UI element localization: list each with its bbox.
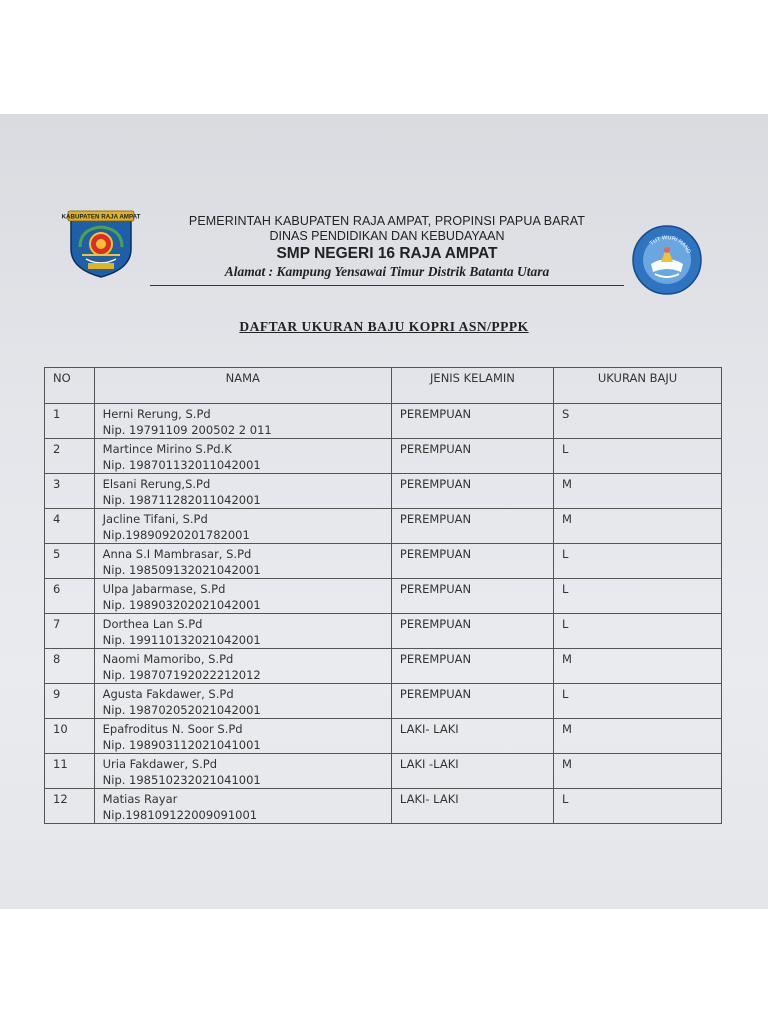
row-number-value: 4 <box>53 512 61 526</box>
gender-cell <box>391 439 553 474</box>
employee-nip: Nip. 198510232021041001 <box>102 773 261 787</box>
size-cell-value: L <box>562 617 569 631</box>
row-number-value: 2 <box>53 442 61 456</box>
size-cell-value: M <box>562 652 572 666</box>
department-line: DINAS PENDIDIKAN DAN KEBUDAYAAN <box>269 229 505 243</box>
row-number <box>45 789 95 824</box>
raja-ampat-regency-emblem-icon <box>61 209 141 279</box>
size-cell-value: L <box>562 547 569 561</box>
employee-nip: Nip. 199110132021042001 <box>102 633 261 647</box>
employee-cell <box>94 684 391 719</box>
gender-cell-value: LAKI- LAKI <box>399 722 459 736</box>
row-number-value: 1 <box>53 407 61 421</box>
table-row <box>45 579 722 614</box>
header-name: NAMA <box>94 368 391 404</box>
gender-cell-value: PEREMPUAN <box>399 407 472 421</box>
size-cell-value: M <box>562 477 572 491</box>
employee-nip: Nip. 19791109 200502 2 011 <box>102 423 272 437</box>
uniform-size-table <box>44 367 722 824</box>
size-cell-value: L <box>562 582 569 596</box>
table-row <box>45 439 722 474</box>
table-row <box>45 544 722 579</box>
row-number <box>45 509 95 544</box>
row-number <box>45 649 95 684</box>
government-line: PEMERINTAH KABUPATEN RAJA AMPAT, PROPINSI PAPUA BARAT <box>188 214 586 228</box>
employee-cell <box>94 509 391 544</box>
employee-cell <box>94 544 391 579</box>
table-row <box>45 509 722 544</box>
header-gender: JENIS KELAMIN <box>391 368 553 404</box>
table-row <box>45 474 722 509</box>
employee-name: Ulpa Jabarmase, S.Pd <box>102 582 226 596</box>
size-cell <box>554 649 722 684</box>
gender-cell-value: PEREMPUAN <box>399 477 472 491</box>
row-number-value: 3 <box>53 477 61 491</box>
letterhead-rule <box>150 285 624 286</box>
document-title: DAFTAR UKURAN BAJU KOPRI ASN/PPPK <box>239 319 529 334</box>
row-number-value: 11 <box>53 757 68 771</box>
gender-cell <box>391 754 553 789</box>
size-cell-value: M <box>562 512 572 526</box>
row-number-value: 10 <box>53 722 68 736</box>
size-cell <box>554 509 722 544</box>
gender-cell <box>391 474 553 509</box>
gender-cell <box>391 579 553 614</box>
employee-nip: Nip. 198711282011042001 <box>102 493 261 507</box>
employee-nip: Nip. 198702052021042001 <box>102 703 261 717</box>
employee-name: Jacline Tifani, S.Pd <box>102 512 208 526</box>
employee-name: Anna S.I Mambrasar, S.Pd <box>102 547 252 561</box>
gender-cell-value: LAKI -LAKI <box>399 757 459 771</box>
size-cell <box>554 404 722 439</box>
document-photo <box>0 114 768 909</box>
row-number <box>45 684 95 719</box>
employee-nip: Nip. 198707192022212012 <box>102 668 261 682</box>
gender-cell-value: PEREMPUAN <box>399 652 472 666</box>
size-cell <box>554 789 722 824</box>
employee-cell <box>94 474 391 509</box>
size-cell-value: M <box>562 757 572 771</box>
gender-cell-value: PEREMPUAN <box>399 617 472 631</box>
employee-nip: Nip. 198903112021041001 <box>102 738 261 752</box>
employee-name: Agusta Fakdawer, S.Pd <box>102 687 234 701</box>
row-number-value: 5 <box>53 547 61 561</box>
header-no: NO <box>45 368 95 404</box>
gender-cell <box>391 404 553 439</box>
row-number-value: 6 <box>53 582 61 596</box>
employee-cell <box>94 754 391 789</box>
size-cell <box>554 439 722 474</box>
size-cell-value: M <box>562 722 572 736</box>
row-number <box>45 404 95 439</box>
gender-cell-value: PEREMPUAN <box>399 442 472 456</box>
row-number <box>45 579 95 614</box>
size-cell-value: L <box>562 687 569 701</box>
row-number <box>45 544 95 579</box>
employee-cell <box>94 789 391 824</box>
gender-cell <box>391 544 553 579</box>
table-header-row <box>45 368 722 404</box>
size-cell <box>554 579 722 614</box>
tut-wuri-handayani-emblem-icon <box>631 224 703 296</box>
employee-nip: Nip.19890920201782001 <box>102 528 250 542</box>
gender-cell-value: LAKI- LAKI <box>399 792 459 806</box>
gender-cell-value: PEREMPUAN <box>399 547 472 561</box>
employee-cell <box>94 649 391 684</box>
row-number <box>45 439 95 474</box>
row-number <box>45 614 95 649</box>
employee-cell <box>94 404 391 439</box>
table-row <box>45 684 722 719</box>
employee-name: Epafroditus N. Soor S.Pd <box>102 722 243 736</box>
gender-cell <box>391 684 553 719</box>
table-row <box>45 614 722 649</box>
school-address: Alamat : Kampung Yensawai Timur Distrik Batanta Utara <box>224 264 550 279</box>
size-cell-value: S <box>562 407 570 421</box>
row-number-value: 8 <box>53 652 61 666</box>
employee-cell <box>94 614 391 649</box>
employee-name: Herni Rerung, S.Pd <box>102 407 211 421</box>
gender-cell <box>391 719 553 754</box>
row-number <box>45 474 95 509</box>
size-cell <box>554 719 722 754</box>
employee-cell <box>94 579 391 614</box>
row-number-value: 9 <box>53 687 61 701</box>
table-row <box>45 719 722 754</box>
table-row <box>45 789 722 824</box>
size-cell <box>554 754 722 789</box>
table-row <box>45 404 722 439</box>
employee-nip: Nip. 198509132021042001 <box>102 563 261 577</box>
employee-nip: Nip.198109122009091001 <box>102 808 258 822</box>
size-cell-value: L <box>562 442 569 456</box>
table-row <box>45 754 722 789</box>
row-number <box>45 719 95 754</box>
employee-name: Martince Mirino S.Pd.K <box>102 442 232 456</box>
row-number-value: 7 <box>53 617 61 631</box>
row-number-value: 12 <box>53 792 68 806</box>
employee-name: Matias Rayar <box>102 792 178 806</box>
svg-text:TUT WURI HANDAYANI: TUT WURI HAND <box>648 235 692 255</box>
employee-cell <box>94 719 391 754</box>
size-cell <box>554 544 722 579</box>
gender-cell <box>391 614 553 649</box>
school-name: SMP NEGERI 16 RAJA AMPAT <box>276 245 498 262</box>
svg-text:KABUPATEN RAJA AMPAT: KABUPATEN RAJA AMPAT <box>61 213 141 221</box>
employee-name: Elsani Rerung,S.Pd <box>102 477 211 491</box>
gender-cell <box>391 789 553 824</box>
employee-nip: Nip. 198701132011042001 <box>102 458 261 472</box>
table-row <box>45 649 722 684</box>
gender-cell <box>391 509 553 544</box>
size-cell-value: L <box>562 792 569 806</box>
employee-nip: Nip. 198903202021042001 <box>102 598 261 612</box>
gender-cell-value: PEREMPUAN <box>399 582 472 596</box>
employee-name: Naomi Mamoribo, S.Pd <box>102 652 234 666</box>
employee-name: Dorthea Lan S.Pd <box>102 617 203 631</box>
size-cell <box>554 474 722 509</box>
gender-cell <box>391 649 553 684</box>
row-number <box>45 754 95 789</box>
letterhead <box>150 214 624 280</box>
employee-name: Uria Fakdawer, S.Pd <box>102 757 218 771</box>
gender-cell-value: PEREMPUAN <box>399 687 472 701</box>
header-size: UKURAN BAJU <box>554 368 722 404</box>
employee-cell <box>94 439 391 474</box>
gender-cell-value: PEREMPUAN <box>399 512 472 526</box>
size-cell <box>554 614 722 649</box>
size-cell <box>554 684 722 719</box>
